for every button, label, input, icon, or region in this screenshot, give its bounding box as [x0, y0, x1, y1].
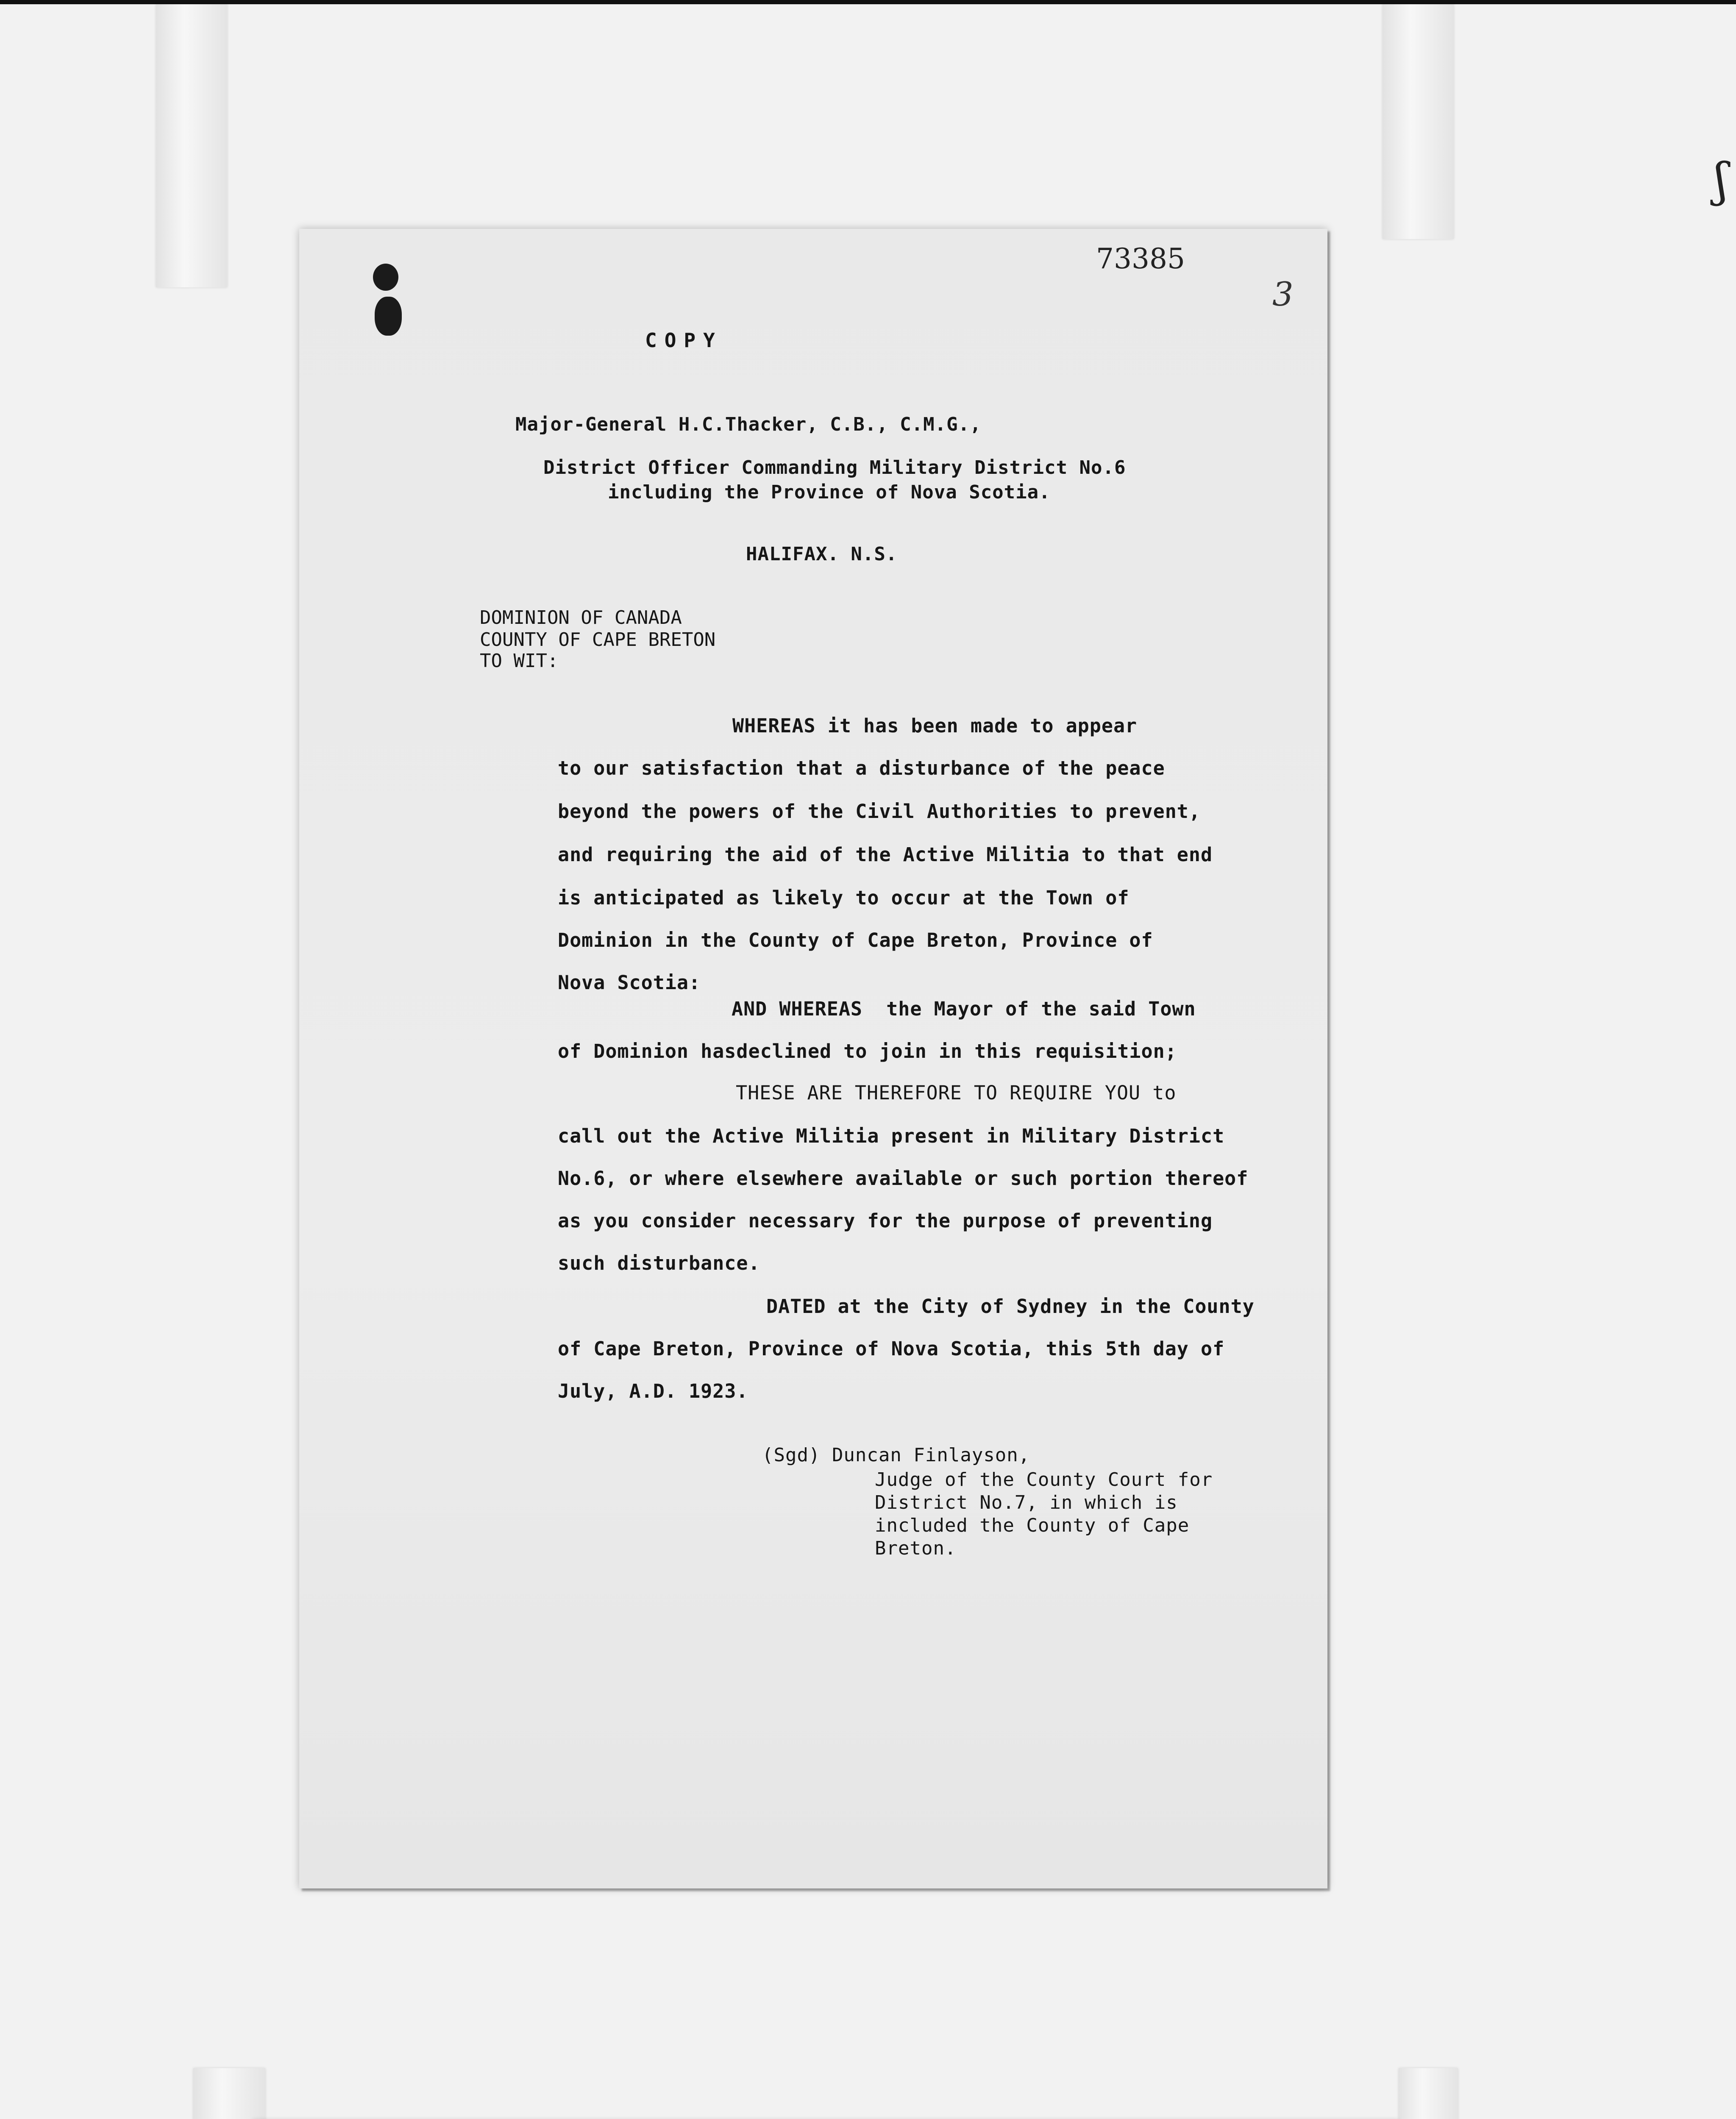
city-line: HALIFAX. N.S.: [746, 543, 898, 565]
jurisdiction-line: DOMINION OF CANADA: [480, 607, 682, 628]
body-line: THESE ARE THEREFORE TO REQUIRE YOU to: [736, 1082, 1177, 1104]
copy-heading: COPY: [645, 329, 723, 352]
edge-mark: ʃ: [1715, 153, 1728, 207]
mounting-tape: [1383, 4, 1454, 239]
mounting-tape: [193, 2068, 265, 2119]
document-number-stamp: 73385: [1096, 242, 1185, 275]
jurisdiction-line: COUNTY OF CAPE BRETON: [480, 629, 716, 651]
body-line: WHEREAS it has been made to appear: [732, 715, 1138, 737]
punch-hole: [373, 264, 398, 291]
body-line: such disturbance.: [558, 1252, 760, 1274]
signature-line: (Sgd) Duncan Finlayson,: [762, 1444, 1030, 1466]
body-line: call out the Active Militia present in Military District: [558, 1125, 1225, 1147]
body-line: Nova Scotia:: [558, 971, 701, 994]
signature-line: Judge of the County Court for: [875, 1469, 1213, 1491]
signature-line: District No.7, in which is: [875, 1492, 1178, 1513]
body-line: Dominion in the County of Cape Breton, Province of: [558, 929, 1153, 951]
body-line: DATED at the City of Sydney in the County: [766, 1295, 1255, 1318]
signature-line: included the County of Cape: [875, 1515, 1190, 1536]
body-line: and requiring the aid of the Active Militia to that end: [558, 843, 1213, 866]
body-line: of Cape Breton, Province of Nova Scotia, this 5th day of: [558, 1338, 1225, 1360]
mounting-tape: [1399, 2068, 1458, 2119]
addressee-line: Major-General H.C.Thacker, C.B., C.M.G.,: [515, 414, 982, 435]
document-sheet: [299, 229, 1327, 1888]
punch-hole: [375, 297, 402, 336]
folio-mark: 3: [1272, 275, 1294, 314]
body-line: No.6, or where elsewhere available or such portion thereof: [558, 1167, 1249, 1190]
signature-line: Breton.: [875, 1538, 957, 1559]
addressee-line: including the Province of Nova Scotia.: [608, 481, 1051, 503]
jurisdiction-line: TO WIT:: [480, 650, 559, 672]
addressee-line: District Officer Commanding Military District No.6: [543, 457, 1126, 478]
body-line: AND WHEREAS the Mayor of the said Town: [732, 998, 1196, 1020]
body-line: is anticipated as likely to occur at the Town of: [558, 887, 1130, 909]
body-line: beyond the powers of the Civil Authorities to prevent,: [558, 800, 1201, 823]
body-line: July, A.D. 1923.: [558, 1380, 748, 1402]
body-line: as you consider necessary for the purpose of preventing: [558, 1210, 1213, 1232]
mounting-tape: [156, 4, 227, 287]
body-line: of Dominion hasdeclined to join in this requisition;: [558, 1040, 1177, 1062]
scanner-frame-edge: [0, 0, 1736, 4]
body-line: to our satisfaction that a disturbance of the peace: [558, 757, 1165, 779]
